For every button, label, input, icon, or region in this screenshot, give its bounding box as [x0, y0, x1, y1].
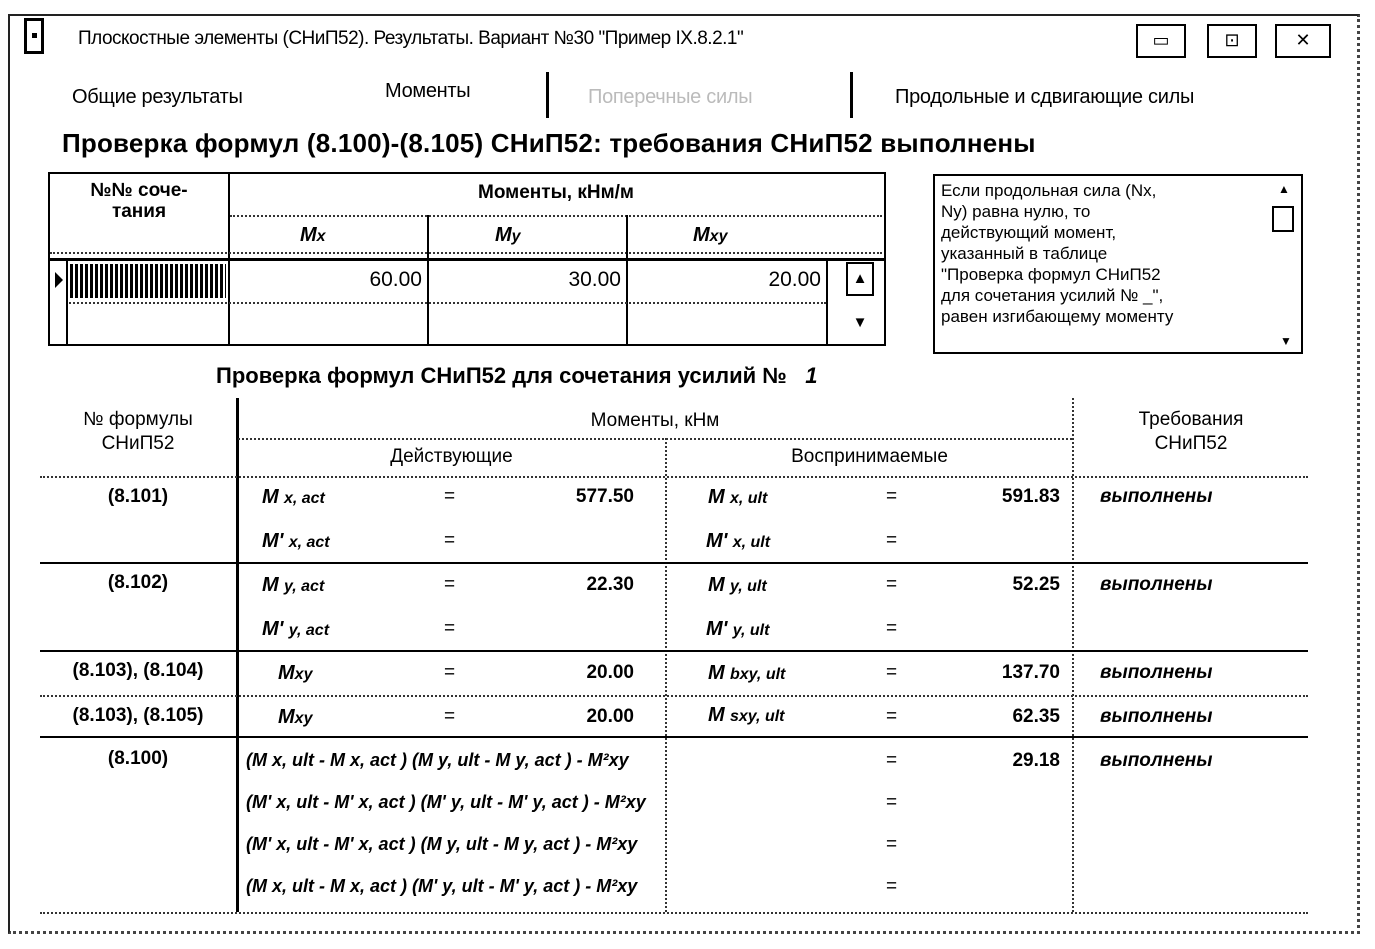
info-line: "Проверка формул СНиП52 — [941, 265, 1161, 284]
my-column-header: My — [495, 224, 521, 246]
check-heading: Проверка формул (8.100)-(8.105) СНиП52: требования СНиП52 выполнены — [62, 128, 1036, 158]
equals-sign: = — [444, 486, 456, 507]
acting-symbol: Mxy — [278, 706, 313, 728]
acting-symbol: Mxy — [278, 662, 313, 684]
acting-symbol-prime: M' y, act — [262, 618, 330, 640]
close-button[interactable]: ✕ — [1275, 24, 1331, 58]
acting-value: 577.50 — [575, 486, 634, 507]
tab-axial-shear-forces[interactable]: Продольные и сдвигающие силы — [895, 86, 1195, 108]
equals-sign: = — [886, 750, 898, 771]
formula-number: (8.101) — [107, 486, 169, 507]
acting-value: 22.30 — [586, 574, 634, 595]
info-line: для сочетания усилий № _", — [941, 286, 1164, 305]
ultimate-symbol-prime: M' y, ult — [706, 618, 770, 640]
equals-sign: = — [886, 876, 898, 897]
equals-sign: = — [886, 662, 898, 683]
status-text: выполнены — [1100, 574, 1213, 595]
system-menu-icon[interactable] — [24, 18, 44, 54]
equals-sign: = — [444, 530, 456, 551]
info-scroll-down-icon[interactable]: ▼ — [1280, 334, 1292, 348]
equals-sign: = — [886, 486, 898, 507]
status-text: выполнены — [1100, 706, 1213, 727]
formula-column-header: № формулы СНиП52 — [83, 409, 193, 454]
equals-sign: = — [444, 618, 456, 639]
status-text: выполнены — [1100, 486, 1213, 507]
maximize-button[interactable]: ⊡ — [1207, 24, 1257, 58]
moments-group-header: Моменты, кНм/м — [478, 182, 634, 203]
ultimate-symbol-prime: M' x, ult — [706, 530, 771, 552]
interaction-expression: (M' x, ult - M' x, act ) (M y, ult - M y, act ) - M²xy — [246, 834, 638, 854]
acting-symbol: M x, act — [262, 486, 325, 508]
info-line: Ny) равна нулю, то — [941, 202, 1091, 221]
my-value[interactable]: 30.00 — [568, 268, 621, 291]
ultimate-symbol: M bxy, ult — [708, 662, 786, 684]
acting-value: 20.00 — [586, 662, 634, 683]
info-scroll-thumb[interactable] — [1272, 206, 1294, 232]
tab-shear-forces[interactable]: Поперечные силы — [588, 86, 753, 108]
status-text: выполнены — [1100, 662, 1213, 683]
info-line: равен изгибающему моменту — [941, 307, 1174, 326]
acting-symbol: M y, act — [262, 574, 325, 596]
interaction-expression: (M x, ult - M x, act ) (M' y, ult - M' y, act ) - M²xy — [246, 876, 638, 896]
ultimate-value: 62.35 — [1012, 706, 1060, 727]
equals-sign: = — [444, 662, 456, 683]
mx-value[interactable]: 60.00 — [369, 268, 422, 291]
equals-sign: = — [444, 706, 456, 727]
table-row-selected-cell[interactable] — [70, 264, 226, 298]
info-line: действующий момент, — [941, 223, 1117, 242]
minimize-button[interactable]: ▭ — [1136, 24, 1186, 58]
info-line: Если продольная сила (Nx, — [941, 181, 1157, 200]
moments-knm-group-header: Моменты, кНм — [590, 410, 720, 431]
formula-number: (8.100) — [107, 748, 169, 769]
status-text: выполнены — [1100, 750, 1213, 771]
current-row-marker-icon — [55, 272, 63, 288]
tab-general-results[interactable]: Общие результаты — [72, 86, 243, 108]
acting-value: 20.00 — [586, 706, 634, 727]
info-scroll-up-icon[interactable]: ▲ — [1278, 182, 1290, 196]
requirements-column-header: Требования СНиП52 — [1138, 409, 1244, 454]
formula-number: (8.103), (8.104) — [72, 660, 204, 681]
equals-sign: = — [886, 706, 898, 727]
ultimate-symbol: M sxy, ult — [708, 704, 785, 726]
resisted-subheader: Воспринимаемые — [791, 446, 948, 467]
acting-symbol-prime: M' x, act — [262, 530, 330, 552]
window-title: Плоскостные элементы (СНиП52). Результаты. Вариант №30 "Пример IX.8.2.1" — [78, 28, 744, 49]
acting-subheader: Действующие — [390, 446, 513, 467]
ultimate-value: 52.25 — [1012, 574, 1060, 595]
ultimate-symbol: M x, ult — [708, 486, 768, 508]
formula-number: (8.103), (8.105) — [72, 705, 204, 726]
formula-number: (8.102) — [107, 572, 169, 593]
table-scroll-up-button[interactable]: ▲ — [846, 262, 874, 296]
formula-heading: Проверка формул СНиП52 для сочетания усилий № 1 — [216, 363, 818, 388]
info-line: указанный в таблице — [941, 244, 1108, 263]
mx-column-header: Mx — [300, 224, 326, 246]
tab-separator — [850, 72, 853, 118]
equals-sign: = — [444, 574, 456, 595]
formula-combination-number: 1 — [805, 363, 818, 388]
ultimate-symbol: M y, ult — [708, 574, 767, 596]
mxy-column-header: Mxy — [693, 224, 728, 246]
equals-sign: = — [886, 792, 898, 813]
interaction-expression: (M x, ult - M x, act ) (M y, ult - M y, act ) - M²xy — [246, 750, 629, 770]
info-note-box — [933, 174, 1303, 354]
interaction-expression: (M' x, ult - M' x, act ) (M' y, ult - M' y, act ) - M²xy — [246, 792, 646, 812]
interaction-value: 29.18 — [1012, 750, 1060, 771]
tab-separator — [546, 72, 549, 118]
ultimate-value: 137.70 — [1001, 662, 1060, 683]
equals-sign: = — [886, 834, 898, 855]
equals-sign: = — [886, 574, 898, 595]
ultimate-value: 591.83 — [1001, 486, 1060, 507]
equals-sign: = — [886, 618, 898, 639]
equals-sign: = — [886, 530, 898, 551]
table-scroll-down-button[interactable]: ▼ — [846, 308, 874, 342]
tab-moments[interactable]: Моменты — [385, 80, 471, 102]
mxy-value[interactable]: 20.00 — [768, 268, 821, 291]
combination-column-header: №№ соче- тания — [90, 180, 188, 222]
